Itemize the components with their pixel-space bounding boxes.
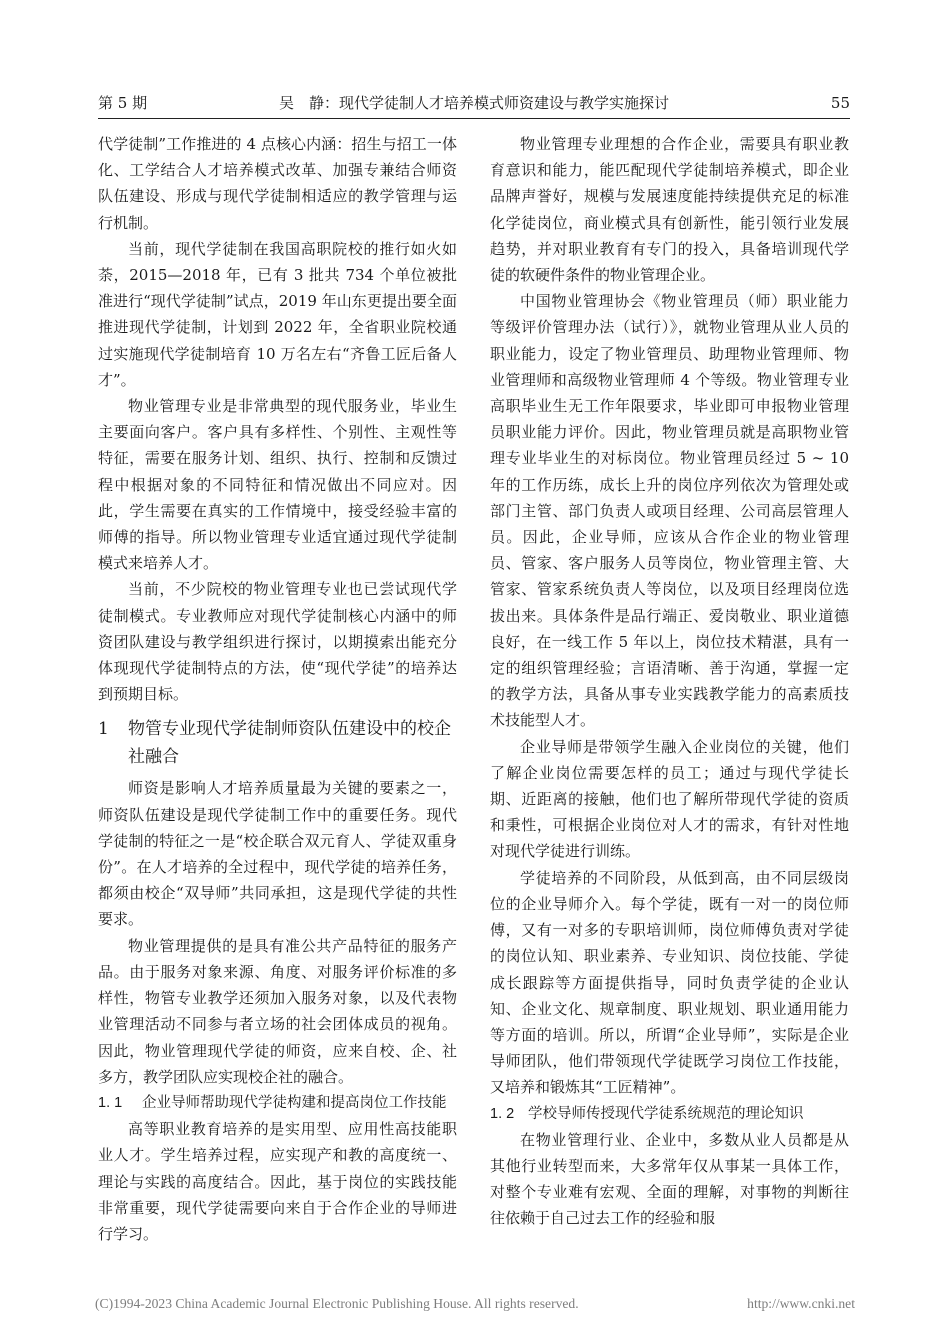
subsection-number: 1. 2 (490, 1105, 515, 1122)
header-divider (98, 118, 850, 119)
paragraph: 高等职业教育培养的是实用型、应用性高技能职业人才。学生培养过程，应实现产和教的高度统一、理论与实践的高度结合。因此，基于岗位的实践技能非常重要，现代学徒需要向来自于合作企业的导师进行学习。 (98, 1120, 457, 1243)
paragraph: 当前，现代学徒制在我国高职院校的推行如火如荼，2015—2018 年，已有 3 批共 734 个单位被批准进行“现代学徒制”试点，2019 年山东更提出要全面推进现代学徒制，计划到 2022 年，全省职业院校通过实施现代学徒制培育 10 万名左右“齐鲁工匠后备人才”。 (98, 239, 457, 389)
paragraph: 当前，不少院校的物业管理专业也已尝试现代学徒制模式。专业教师应对现代学徒制核心内涵中的师资团队建设与教学组织进行探讨，以期摸索出能充分体现现代学徒制特点的方法，使“现代学徒”的培养达到预期目标。 (98, 580, 457, 704)
paragraph: 在物业管理行业、企业中，多数从业人员都是从其他行业转型而来，大多常年仅从事某一具体工作，对整个专业难有宏观、全面的理解，对事物的判断往往依赖于自己过去工作的经验和服 (490, 1130, 849, 1228)
subsection-title: 学校导师传授现代学徒系统规范的理论知识 (528, 1105, 804, 1122)
article-header-title: 吴 静：现代学徒制人才培养模式师资建设与教学实施探讨 (278, 94, 669, 112)
subsection-number: 1. 1 (98, 1094, 123, 1111)
subsection-heading (98, 1090, 457, 1116)
section-title: 物管专业现代学徒制师资队伍建设中的校企社融合 (128, 719, 451, 768)
paragraph: 学徒培养的不同阶段，从低到高，由不同层级岗位的企业导师介入。每个学徒，既有一对一的岗位师傅，又有一对多的专职培训师，岗位师傅负责对学徒的岗位认知、职业素养、专业知识、岗位技能、学徒成长跟踪等方面提供指导，同时负责学徒的企业认知、企业文化、规章制度、职业规划、职业通用能力等方面的培训。所以，所谓“企业导师”，实际是企业导师团队，他们带领现代学徒既学习岗位工作技能，又培养和锻炼其“工匠精神”。 (490, 868, 849, 1097)
paragraph: 师资是影响人才培养质量最为关键的要素之一，师资队伍建设是现代学徒制工作中的重要任务。现代学徒制的特征之一是“校企联合双元育人、学徒双重身份”。在人才培养的全过程中，现代学徒的培养任务，都须由校企“双导师”共同承担，这是现代学徒的共性要求。 (98, 779, 457, 929)
subsection-title: 企业导师帮助现代学徒构建和提高岗位工作技能 (142, 1094, 447, 1111)
paragraph: 代学徒制”工作推进的 4 点核心内涵：招生与招工一体化、工学结合人才培养模式改革、加强专兼结合师资队伍建设、形成与现代学徒制相适应的教学管理与运行机制。 (98, 135, 457, 232)
paragraph: 中国物业管理协会《物业管理员（师）职业能力等级评价管理办法（试行）》，就物业管理从业人员的职业能力，设定了物业管理员、助理物业管理师、物业管理师和高级物业管理师 4 个等级。物业管理专业高职毕业生无工作年限要求，毕业即可申报物业管理员职业能力评价。因此，物业管理员就是高职物业管理专业毕业生的对标岗位。物业管理员经过 5 ~ 10 年的工作历练，成长上升的岗位序列依次为管理处或部门主管、部门负责人或项目经理、公司高层管理人员。因此，企业导师，应该从合作企业的物业管理员、管家、客户服务人员等岗位，物业管理主管、大管家、管家系统负责人等岗位，以及项目经理岗位选拔出来。具体条件是品行端正、爱岗敬业、职业道德良好，在一线工作 5 年以上，岗位技术精湛，具有一定的组织管理经验；言语清晰、善于沟通，掌握一定的教学方法，具备从事专业实践教学能力的高素质技术技能型人才。 (490, 292, 849, 730)
right-column (490, 131, 849, 1231)
page-number: 55 (830, 94, 850, 112)
paragraph: 物业管理专业理想的合作企业，需要具有职业教育意识和能力，能匹配现代学徒制培养模式，即企业品牌声誉好，规模与发展速度能持续提供充足的标准化学徒岗位，商业模式具有创新性，能引领行业发展趋势，并对职业教育有专门的投入，具备培训现代学徒的软硬件条件的物业管理企业。 (490, 135, 849, 285)
paragraph: 物业管理专业是非常典型的现代服务业，毕业生主要面向客户。客户具有多样性、个别性、主观性等特征，需要在服务计划、组织、执行、控制和反馈过程中根据对象的不同特征和情况做出不同应对。因此，学生需要在真实的工作情境中，接受经验丰富的师傅的指导。所以物业管理专业适宜通过现代学徒制模式来培养人才。 (98, 397, 457, 573)
paragraph: 企业导师是带领学生融入企业岗位的关键，他们了解企业岗位需要怎样的员工；通过与现代学徒长期、近距离的接触，他们也了解所带现代学徒的资质和秉性，可根据企业岗位对人才的需求，有针对性地对现代学徒进行训练。 (490, 737, 849, 861)
paragraph: 物业管理提供的是具有准公共产品特征的服务产品。由于服务对象来源、角度、对服务评价标准的多样性，物管专业教学还须加入服务对象，以及代表物业管理活动不同参与者立场的社会团体成员的视角。因此，物业管理现代学徒的师资，应来自校、企、社多方，教学团队应实现校企社的融合。 (98, 936, 457, 1086)
issue-label: 第 5 期 (98, 94, 148, 112)
subsection-heading (490, 1101, 849, 1127)
running-header (98, 92, 850, 114)
footer (95, 1296, 855, 1312)
copyright-notice: (C)1994-2023 China Academic Journal Electronic Publishing House. All rights reserved. (95, 1296, 579, 1311)
section-heading (98, 715, 457, 771)
footer-link[interactable]: http://www.cnki.net (747, 1296, 855, 1311)
left-column (98, 131, 457, 1243)
section-number: 1 (98, 719, 109, 740)
